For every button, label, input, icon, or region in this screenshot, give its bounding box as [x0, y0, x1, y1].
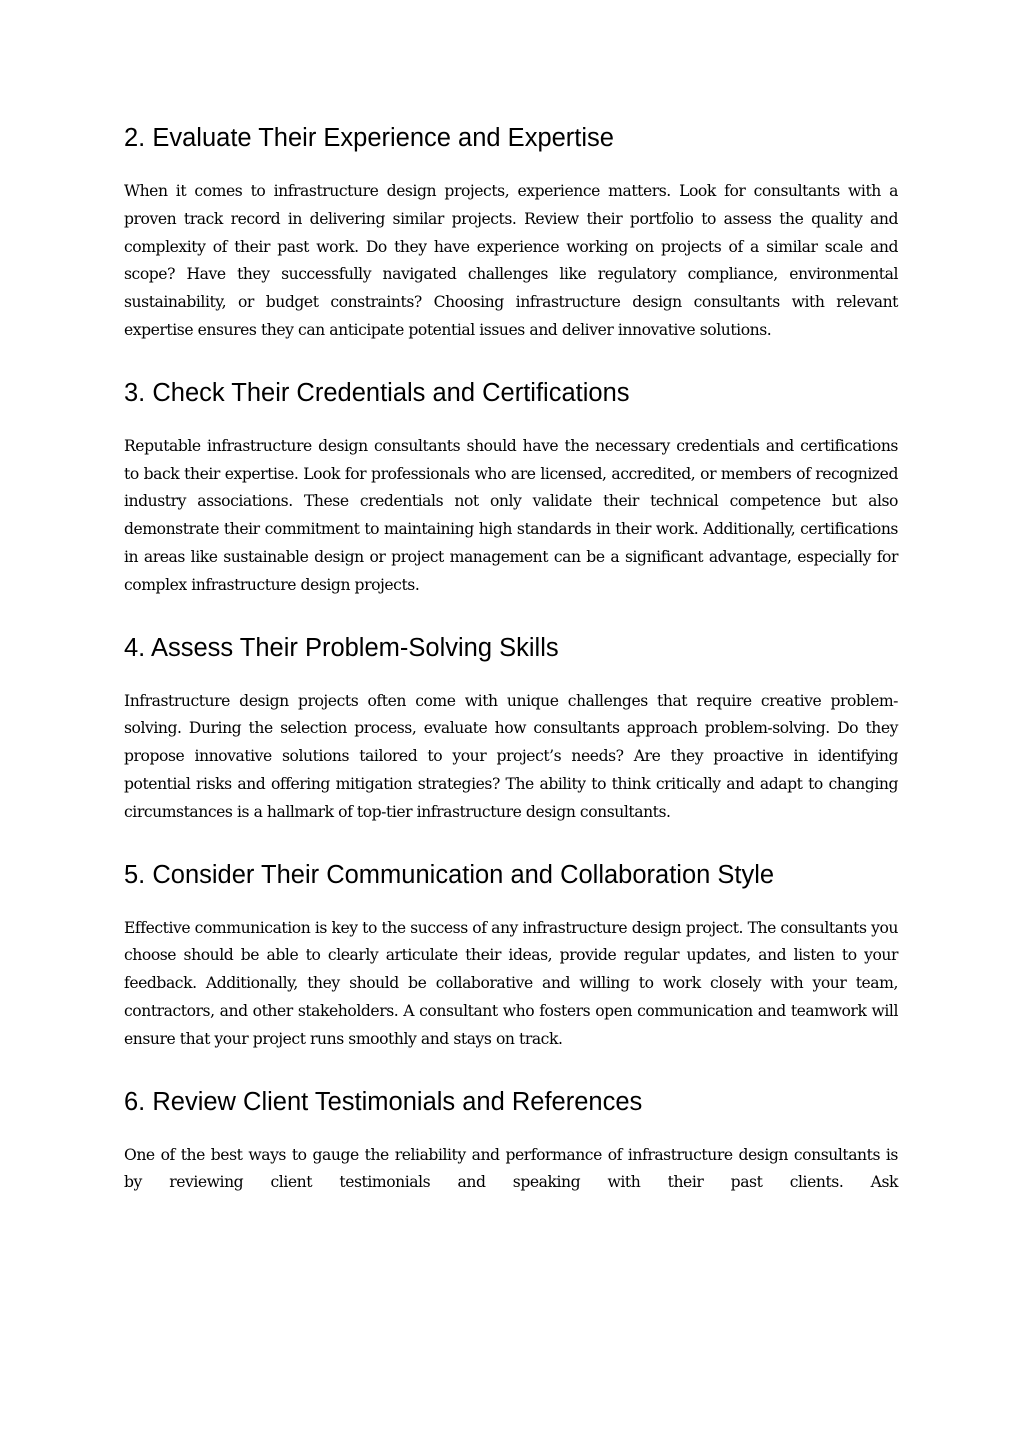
section-testimonials — [124, 1082, 898, 1198]
section-heading: 6. Review Client Testimonials and References — [124, 1087, 643, 1116]
section-paragraph: Reputable infrastructure design consultants should have the necessary credentials and certifications to back their expertise. Look for professionals who are licensed, accredited, or members of recognized industry associations. These credentials not only validate their technical competence but also demonstrate their commitment to maintaining high standards in their work. Additionally, certifications in areas like sustainable design or project management can be a significant advantage, especially for complex infrastructure design projects. — [124, 436, 898, 594]
section-heading: 3. Check Their Credentials and Certifications — [124, 378, 630, 407]
section-experience — [124, 118, 898, 345]
section-problem-solving — [124, 628, 898, 827]
section-paragraph: Effective communication is key to the success of any infrastructure design project. The consultants you choose should be able to clearly articulate their ideas, provide regular updates, and listen to your feedback. Additionally, they should be collaborative and willing to work closely with your team, contractors, and other stakeholders. A consultant who fosters open communication and teamwork will ensure that your project runs smoothly and stays on track. — [124, 918, 898, 1048]
section-heading: 5. Consider Their Communication and Collaboration Style — [124, 860, 775, 889]
section-heading: 4. Assess Their Problem-Solving Skills — [124, 633, 559, 662]
section-paragraph: Infrastructure design projects often come with unique challenges that require creative problem-solving. During the selection process, evaluate how consultants approach problem-solving. Do they propose innovative solutions tailored to your project’s needs? Are they proactive in identifying potential risks and offering mitigation strategies? The ability to think critically and adapt to changing circumstances is a hallmark of top-tier infrastructure design consultants. — [124, 691, 898, 821]
section-paragraph: One of the best ways to gauge the reliability and performance of infrastructure design consultants is by reviewing client testimonials and speaking with their past clients. Ask — [124, 1145, 898, 1192]
section-credentials — [124, 373, 898, 600]
section-heading: 2. Evaluate Their Experience and Expertise — [124, 124, 614, 152]
section-communication — [124, 855, 898, 1054]
document-page — [124, 118, 898, 1225]
section-paragraph: When it comes to infrastructure design projects, experience matters. Look for consultants with a proven track record in delivering similar projects. Review their portfolio to assess the quality and complexity of their past work. Do they have experience working on projects of a similar scale and scope? Have they successfully navigated challenges like regulatory compliance, environmental sustainability, or budget constraints? Choosing infrastructure design consultants with relevant expertise ensures they can anticipate potential issues and deliver innovative solutions. — [124, 182, 898, 339]
